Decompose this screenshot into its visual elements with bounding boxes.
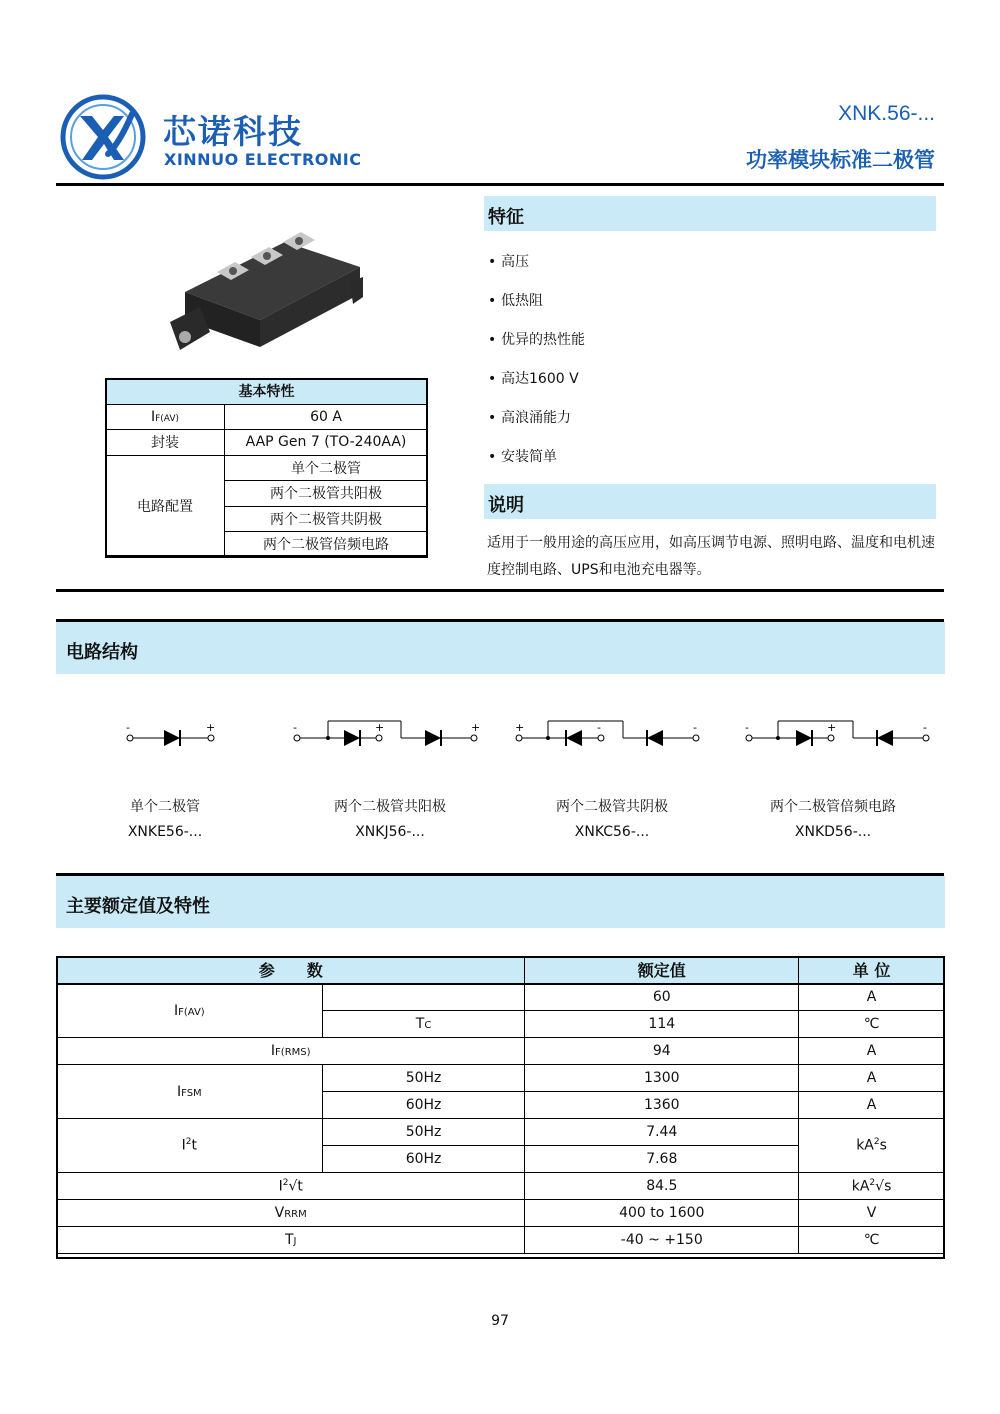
circuit-name: 两个二极管共阴极 (556, 799, 668, 815)
condition-cell: TC (322, 1011, 525, 1038)
features-title: 特征 (488, 207, 524, 228)
svg-text:+: + (515, 721, 525, 734)
config-value: 单个二极管 (225, 455, 428, 481)
circuit-name: 两个二极管共阳极 (334, 799, 446, 815)
svg-text:+: + (375, 721, 385, 734)
value-cell: 84.5 (525, 1173, 799, 1200)
condition-cell (322, 984, 525, 1011)
xinnuo-logo-icon (58, 92, 148, 182)
basic-table-title: 基本特性 (106, 379, 428, 405)
svg-text:+: + (206, 721, 216, 734)
svg-text:-: - (923, 721, 927, 734)
circuit-name: 两个二极管倍频电路 (770, 799, 896, 815)
description-text: 适用于一般用途的高压应用，如高压调节电源、照明电路、温度和电机速度控制电路、UPS和电池充电器等。 (487, 535, 935, 578)
svg-text:-: - (597, 721, 601, 734)
description-header-bar (484, 484, 936, 519)
package-value: AAP Gen 7 (TO-240AA) (225, 430, 428, 456)
unit-cell: V (799, 1200, 945, 1227)
unit-cell: A (799, 1038, 945, 1065)
unit-cell: $kA^2√s$ (799, 1173, 945, 1200)
features-header-bar (484, 196, 936, 231)
config-label: 电路配置 (106, 455, 225, 557)
doubler-circuit-symbol (740, 715, 940, 755)
feature-item: • 高压 (488, 254, 529, 270)
brand-name-chinese: 芯诺科技 (163, 112, 303, 151)
feature-item: • 高达1600 V (488, 371, 579, 387)
common-cathode-symbol (510, 715, 710, 755)
value-cell: -40 ~ +150 (525, 1227, 799, 1254)
single-diode-symbol (120, 715, 220, 755)
header-divider (56, 183, 944, 186)
common-anode-symbol (288, 715, 488, 755)
circuit-code: XNKD56-... (794, 824, 872, 840)
param-header: 参 数 (57, 957, 525, 984)
circuits-title: 电路结构 (66, 642, 138, 663)
vrrm-param: VRRM (57, 1200, 525, 1227)
svg-text:-: - (693, 721, 697, 734)
feature-item: • 安装简单 (488, 449, 557, 465)
svg-text:+: + (827, 721, 837, 734)
circuit-code: XNKE56-... (127, 824, 203, 840)
ifav-value: 60 A (225, 404, 428, 430)
circuits-header-bar (56, 622, 945, 674)
value-cell: 7.44 (525, 1119, 799, 1146)
page-number: 97 (491, 1313, 509, 1329)
value-cell: 7.68 (525, 1146, 799, 1173)
model-code: XNK.56-... (838, 102, 935, 125)
unit-cell: $kA^2s$ (799, 1119, 945, 1173)
feature-item: • 优异的热性能 (488, 332, 585, 348)
feature-item: • 低热阻 (488, 293, 543, 309)
model-description: 功率模块标准二极管 (746, 148, 935, 172)
section-divider (56, 589, 944, 592)
svg-text:+: + (471, 721, 481, 734)
svg-text:-: - (745, 721, 749, 734)
i2t-param: $I^2t$ (57, 1119, 323, 1173)
circuit-name: 单个二极管 (130, 799, 200, 815)
description-title: 说明 (488, 495, 524, 516)
svg-text:-: - (126, 721, 130, 734)
unit-cell: A (799, 984, 945, 1011)
value-cell: 1360 (525, 1092, 799, 1119)
unit-cell: ℃ (799, 1227, 945, 1254)
value-cell: 60 (525, 984, 799, 1011)
unit-header: 单 位 (799, 957, 945, 984)
unit-cell: ℃ (799, 1011, 945, 1038)
config-value: 两个二极管倍频电路 (225, 532, 428, 558)
tj-param: TJ (57, 1227, 525, 1254)
value-cell: 94 (525, 1038, 799, 1065)
package-label: 封装 (106, 430, 225, 456)
config-value: 两个二极管共阳极 (225, 481, 428, 507)
brand-name-english: XINNUO ELECTRONIC (164, 150, 362, 169)
ifsm-param: IFSM (57, 1065, 323, 1119)
value-cell: 1300 (525, 1065, 799, 1092)
ifrms-param: IF(RMS) (57, 1038, 525, 1065)
value-cell: 114 (525, 1011, 799, 1038)
circuit-code: XNKJ56-... (355, 824, 425, 840)
ratings-table (56, 956, 945, 1254)
ratings-title: 主要额定值及特性 (66, 896, 210, 917)
unit-cell: A (799, 1065, 945, 1092)
value-header: 额定值 (525, 957, 799, 984)
svg-text:-: - (293, 721, 297, 734)
condition-cell: 50Hz (322, 1065, 525, 1092)
condition-cell: 60Hz (322, 1092, 525, 1119)
basic-characteristics-table (105, 378, 428, 558)
condition-cell: 60Hz (322, 1146, 525, 1173)
condition-cell: 50Hz (322, 1119, 525, 1146)
feature-item: • 高浪涌能力 (488, 410, 571, 426)
config-value: 两个二极管共阴极 (225, 506, 428, 532)
ifav-label: IF(AV) (106, 404, 225, 430)
unit-cell: A (799, 1092, 945, 1119)
value-cell: 400 to 1600 (525, 1200, 799, 1227)
circuit-code: XNKC56-... (574, 824, 650, 840)
diode-module-image (165, 222, 365, 367)
i2rt-param: $I^2√t$ (57, 1173, 525, 1200)
ifav-param: IF(AV) (57, 984, 323, 1038)
